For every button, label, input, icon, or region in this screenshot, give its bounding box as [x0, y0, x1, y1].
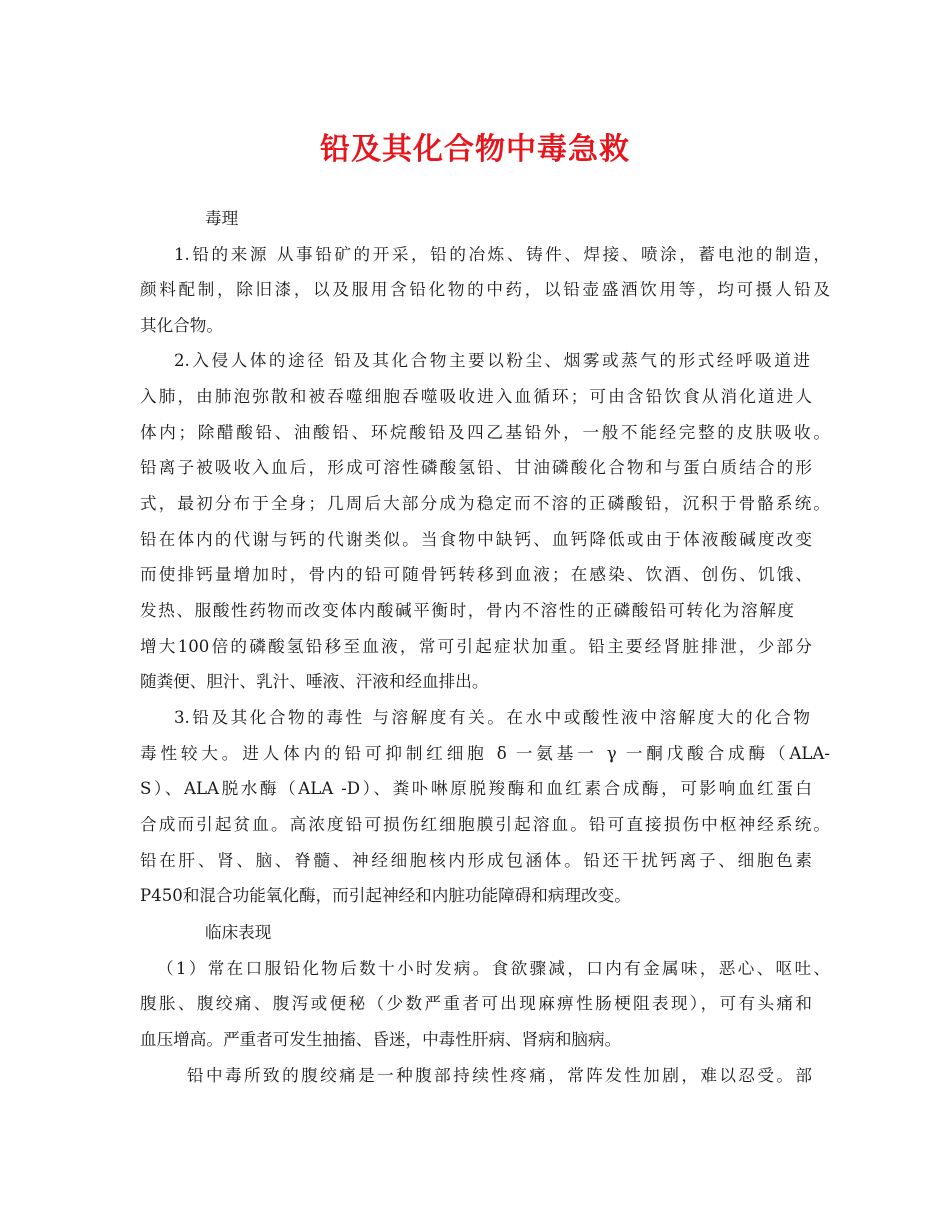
- paragraph-line: 式，最初分布于全身；几周后大部分成为稳定而不溶的正磷酸铅，沉积于骨骼系统。: [140, 494, 830, 513]
- paragraph-line: 铅在肝、肾、脑、脊髓、神经细胞核内形成包涵体。铅还干扰钙离子、细胞色素: [140, 851, 812, 870]
- paragraph-line: 发热、服酸性药物而改变体内酸碱平衡时，骨内不溶性的正磷酸铅可转化为溶解度: [140, 601, 794, 620]
- section-heading-clinical: 临床表现: [205, 923, 272, 942]
- paragraph-line: 腹胀、腹绞痛、腹泻或便秘（少数严重者可出现麻痹性肠梗阻表现），可有头痛和: [140, 994, 812, 1013]
- paragraph-line: 合成而引起贫血。高浓度铅可损伤红细胞膜引起溶血。铅可直接损伤中枢神经系统。: [140, 815, 830, 834]
- paragraph-line: 增大100倍的磷酸氢铅移至血液，常可引起症状加重。铅主要经肾脏排泄，少部分: [140, 637, 812, 656]
- paragraph-line: 毒性较大。进人体内的铅可抑制红细胞 δ 一氨基一 γ 一酮戊酸合成酶（ALA-: [140, 744, 830, 763]
- paragraph-line: 其化合物。: [140, 316, 223, 335]
- paragraph-line: 铅中毒所致的腹绞痛是一种腹部持续性疼痛，常阵发性加剧，难以忍受。部: [187, 1066, 812, 1085]
- paragraph-line: 2.入侵人体的途径 铅及其化合物主要以粉尘、烟雾或蒸气的形式经呼吸道进: [174, 351, 810, 370]
- paragraph-line: P450和混合功能氧化酶，而引起神经和内脏功能障碍和病理改变。: [140, 886, 631, 905]
- paragraph-line: 随粪便、胆汁、乳汁、唾液、汗液和经血排出。: [140, 672, 489, 691]
- paragraph-line: 1.铅的来源 从事铅矿的开采，铅的冶炼、铸件、焊接、喷涂，蓄电池的制造，: [174, 245, 830, 264]
- document-title: 铅及其化合物中毒急救: [320, 132, 630, 167]
- paragraph-line: 入肺，由肺泡弥散和被吞噬细胞吞噬吸收进入血循环；可由含铅饮食从消化道进人: [140, 387, 812, 406]
- paragraph-line: 而使排钙量增加时，骨内的铅可随骨钙转移到血液；在感染、饮酒、创伤、饥饿、: [140, 565, 812, 584]
- paragraph-line: 铅离子被吸收入血后，形成可溶性磷酸氢铅、甘油磷酸化合物和与蛋白质结合的形: [140, 458, 812, 477]
- paragraph-line: S）、ALA脱水酶（ALA -D）、粪卟啉原脱羧酶和血红素合成酶，可影响血红蛋白: [140, 779, 812, 798]
- section-heading-toxicology: 毒理: [205, 209, 239, 228]
- paragraph-line: 体内；除醋酸铅、油酸铅、环烷酸铅及四乙基铅外，一般不能经完整的皮肤吸收。: [140, 423, 830, 442]
- paragraph-line: 铅在体内的代谢与钙的代谢类似。当食物中缺钙、血钙降低或由于体液酸碱度改变: [140, 530, 812, 549]
- paragraph-line: 3.铅及其化合物的毒性 与溶解度有关。在水中或酸性液中溶解度大的化合物: [174, 708, 810, 727]
- paragraph-line: （1）常在口服铅化物后数十小时发病。食欲骤减，口内有金属味，恶心、呕吐、: [157, 959, 830, 978]
- paragraph-line: 颜料配制，除旧漆，以及服用含铅化物的中药，以铅壶盛酒饮用等，均可摄人铅及: [140, 280, 830, 299]
- paragraph-line: 血压增高。严重者可发生抽搐、昏迷，中毒性肝病、肾病和脑病。: [140, 1030, 622, 1049]
